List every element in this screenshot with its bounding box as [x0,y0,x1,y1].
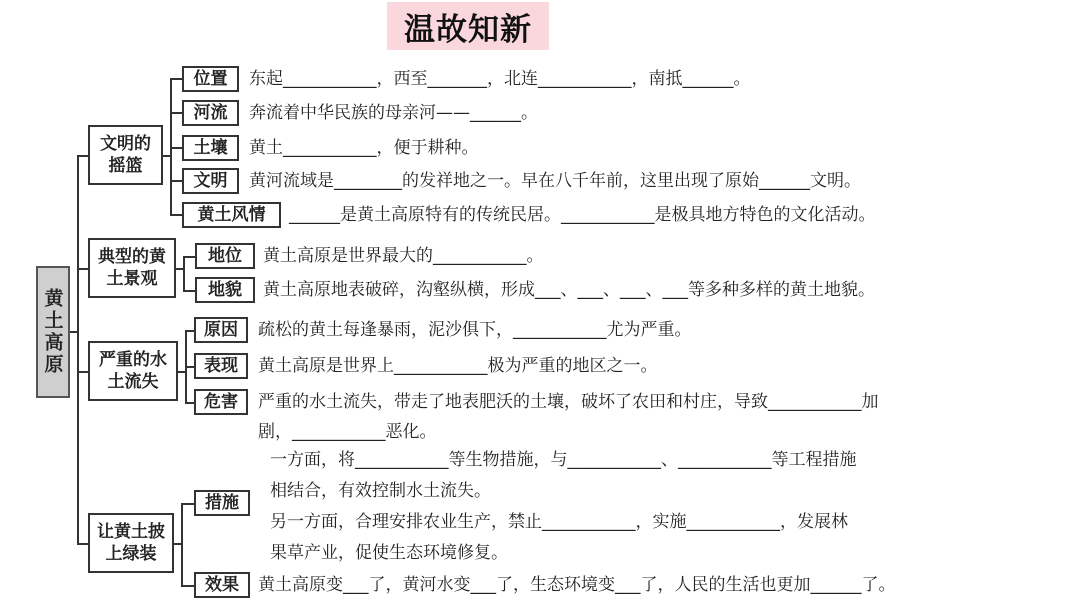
text-line: 另一方面，合理安排农业生产，禁止___________，实施___________，发展林 [270,512,848,532]
root-topic-box: 黄土高原 [36,266,70,398]
tree-line [77,543,88,545]
tree-line [183,256,185,291]
tag-manifestation: 表现 [194,353,248,379]
tree-line [170,112,182,114]
tag-river: 河流 [182,100,239,126]
tree-line [185,366,194,368]
tag-location: 位置 [182,66,239,92]
tag-landform: 地貌 [195,277,255,303]
tag-cause: 原因 [194,317,248,343]
tree-line [77,155,79,544]
text-line: ______是黄土高原特有的传统民居。___________是极具地方特色的文化活动。 [289,205,876,225]
tree-line [183,256,195,258]
text-line: 奔流着中华民族的母亲河——______。 [249,103,538,123]
text-line: 果草产业，促使生态环境修复。 [270,543,508,563]
text-line: 严重的水土流失，带走了地表肥沃的土壤，破坏了农田和村庄，导致___________加 [258,392,879,412]
tree-line [77,268,88,270]
tag-soil: 土壤 [182,135,239,161]
text-line: 黄土高原地表破碎，沟壑纵横，形成___、___、___、___等多种多样的黄土地貌。 [263,280,875,300]
text-line: 黄土高原是世界最大的___________。 [263,246,544,266]
tree-line [170,147,182,149]
tag-folk-customs: 黄土风情 [182,202,281,228]
tree-line [170,78,182,80]
tree-line [181,503,183,586]
tree-line [185,402,194,404]
tag-harm: 危害 [194,389,248,415]
section-box-soil-erosion: 严重的水土流失 [88,341,178,401]
text-line: 黄土高原是世界上___________极为严重的地区之一。 [258,356,658,376]
tag-measures: 措施 [194,490,250,516]
tree-line [77,371,88,373]
text-line: 东起___________，西至_______，北连___________，南抵______。 [249,69,751,89]
tree-line [77,155,88,157]
section-box-greening: 让黄土披上绿装 [88,513,174,573]
section-box-landscape: 典型的黄土景观 [88,238,176,298]
text-line: 剧，___________恶化。 [258,422,437,442]
tree-line [181,503,194,505]
text-line: 黄土___________，便于耕种。 [249,138,479,158]
tree-line [170,214,182,216]
tree-line [183,290,195,292]
section-box-civilization: 文明的摇篮 [88,125,163,185]
text-line: 黄土高原变___了，黄河水变___了，生态环境变___了，人民的生活也更加______了。 [258,575,896,595]
tag-civilization: 文明 [182,168,239,194]
tag-effect: 效果 [194,572,250,598]
text-line: 相结合，有效控制水土流失。 [270,481,491,501]
text-line: 一方面，将___________等生物措施，与___________、___________等工程措施 [270,450,857,470]
tree-line [185,330,194,332]
tree-line [170,180,182,182]
page-title: 温故知新 [387,2,549,50]
tree-line [181,585,194,587]
text-line: 疏松的黄土每逢暴雨，泥沙俱下，___________尤为严重。 [258,320,692,340]
text-line: 黄河流域是________的发祥地之一。早在八千年前，这里出现了原始______文明。 [249,171,861,191]
tag-status: 地位 [195,243,255,269]
